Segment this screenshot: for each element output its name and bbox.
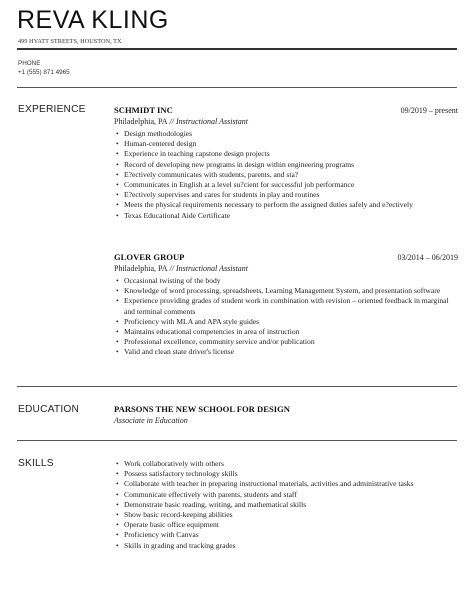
- job-location: Philadelphia, PA: [114, 117, 168, 126]
- list-item: • Record of developing new programs in design within engineering programs: [124, 160, 458, 170]
- list-item: • Meets the physical requirements necessary to perform the assigned duties safely and e?ectively: [124, 200, 458, 210]
- job-bullets: [114, 129, 458, 221]
- skills-list-block: [114, 459, 458, 551]
- list-item: • Skills in grading and tracking grades: [124, 541, 458, 551]
- header-divider: [17, 48, 457, 50]
- list-item: • Communicate effectively with parents, students and staff: [124, 490, 458, 500]
- education-heading: EDUCATION: [18, 404, 80, 415]
- job-entry: [114, 252, 458, 358]
- list-item: • Work collaboratively with others: [124, 459, 458, 469]
- list-item: • Professional excellence, community service and/or publication: [124, 337, 458, 347]
- address: 499 HYATT STREETS, HOUSTON, TX: [18, 38, 122, 45]
- list-item: • Texas Educational Aide Certificate: [124, 211, 458, 221]
- list-item: • Collaborate with teacher in preparing instructional materials, activities and administrative tasks: [124, 479, 458, 489]
- list-item: • Communicates in English at a level su?cient for successful job performance: [124, 180, 458, 190]
- skills-list: [114, 459, 458, 551]
- job-location-role: [114, 264, 458, 274]
- contact-divider: [17, 87, 457, 88]
- skills-heading: SKILLS: [18, 458, 54, 469]
- job-entry: [114, 105, 458, 221]
- experience-heading: EXPERIENCE: [18, 104, 86, 115]
- list-item: • Possess satisfactory technology skills: [124, 469, 458, 479]
- education-degree: Associate in Education: [114, 416, 188, 425]
- job-separator: //: [167, 117, 176, 126]
- list-item: • Show basic record-keeping abilities: [124, 510, 458, 520]
- phone-value: +1 (555) 871 4965: [18, 69, 70, 76]
- job-dates: 03/2014 – 06/2019: [397, 253, 458, 262]
- candidate-name: REVA KLING: [17, 6, 169, 34]
- phone-label: PHONE: [18, 60, 41, 67]
- list-item: • Operate basic office equipment: [124, 520, 458, 530]
- education-divider: [17, 440, 457, 441]
- job-role: Instructional Assistant: [175, 117, 249, 126]
- list-item: • Experience providing grades of student work in combination with revision – oriented feedback in marginal and terminal comments: [124, 296, 458, 316]
- education-entry: [114, 404, 458, 426]
- job-company: SCHMIDT INC: [114, 105, 173, 115]
- education-school: PARSONS THE NEW SCHOOL FOR DESIGN: [114, 404, 290, 414]
- job-role: Instructional Assistant: [175, 264, 249, 273]
- list-item: • Occasional twisting of the body: [124, 276, 458, 286]
- list-item: • Proficiency with MLA and APA style guides: [124, 317, 458, 327]
- job-separator: //: [167, 264, 176, 273]
- list-item: • Knowledge of word processing, spreadsheets, Learning Management System, and presentation software: [124, 286, 458, 296]
- job-dates: 09/2019 – present: [400, 106, 458, 115]
- list-item: • E?ectively supervises and cares for students in play and routines: [124, 190, 458, 200]
- list-item: • E?ectively communicates with students, parents, and sta?: [124, 170, 458, 180]
- job-bullets: [114, 276, 458, 358]
- job-company: GLOVER GROUP: [114, 252, 185, 262]
- list-item: • Human-centered design: [124, 139, 458, 149]
- job-location-role: [114, 117, 458, 127]
- list-item: • Design methodologies: [124, 129, 458, 139]
- list-item: • Proficiency with Canvas: [124, 530, 458, 540]
- job-location: Philadelphia, PA: [114, 264, 168, 273]
- list-item: • Experience in teaching capstone design projects: [124, 149, 458, 159]
- experience-divider: [17, 386, 457, 387]
- list-item: • Valid and clean state driver's license: [124, 347, 458, 357]
- list-item: • Maintains educational competencies in area of instruction: [124, 327, 458, 337]
- list-item: • Demonstrate basic reading, writing, and mathematical skills: [124, 500, 458, 510]
